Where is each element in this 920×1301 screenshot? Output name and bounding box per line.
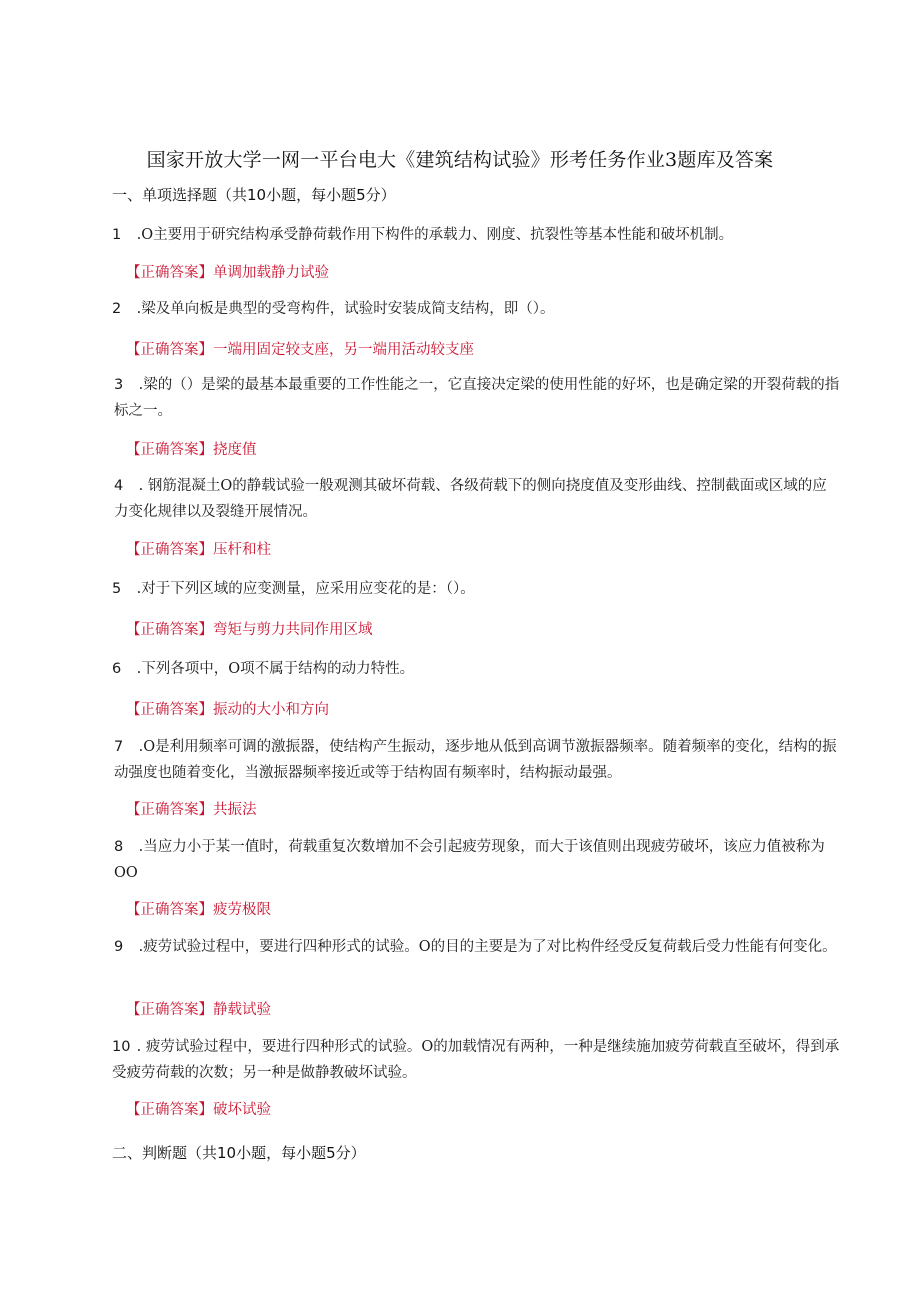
question-5 — [112, 576, 842, 602]
question-text: .疲劳试验过程中，要进行四种形式的试验。O的目的主要是为了对比构件经受反复荷载后受力性能有何变化。 — [138, 939, 837, 955]
question-text: .梁的（）是梁的最基本最重要的工作性能之一，它直接决定梁的使用性能的好坏，也是确定梁的开裂荷载的指标之一。 — [114, 377, 840, 419]
answer-1 — [126, 261, 329, 282]
answer-label: 【正确答案】 — [126, 802, 213, 818]
question-text: .当应力小于某一值时，荷载重复次数增加不会引起疲劳现象，而大于该值则出现疲劳破坏，该应力值被称为OO — [114, 839, 825, 881]
answer-text: 弯矩与剪力共同作用区域 — [213, 622, 373, 638]
question-7 — [114, 734, 842, 786]
question-text: . 钢筋混凝土O的静载试验一般观测其破坏荷载、各级荷载下的侧向挠度值及变形曲线、控制截面或区域的应力变化规律以及裂缝开展情况。 — [114, 478, 827, 520]
answer-text: 破坏试验 — [213, 1102, 271, 1118]
answer-4 — [126, 538, 271, 559]
answer-text: 单调加载静力试验 — [213, 265, 329, 281]
question-1 — [112, 222, 842, 248]
answer-label: 【正确答案】 — [126, 622, 213, 638]
answer-3 — [126, 438, 257, 459]
answer-text: 静载试验 — [213, 1002, 271, 1018]
answer-text: 共振法 — [213, 802, 257, 818]
answer-text: 一端用固定较支座，另一端用活动较支座 — [213, 342, 474, 358]
question-number: 8 — [114, 839, 124, 855]
answer-10 — [126, 1098, 271, 1119]
answer-7 — [126, 798, 257, 819]
question-text: .梁及单向板是典型的受弯构件，试验时安装成简支结构，即（）。 — [136, 301, 555, 317]
section-heading-single-choice: 一、单项选择题（共10小题，每小题5分） — [112, 186, 396, 204]
question-9 — [114, 934, 842, 960]
question-text: .O是利用频率可调的激振器，使结构产生振动，逐步地从低到高调节激振器频率。随着频率的变化，结构的振动强度也随着变化，当激振器频率接近或等于结构固有频率时，结构振动最强。 — [114, 739, 837, 781]
question-text: . 疲劳试验过程中，要进行四种形式的试验。O的加载情况有两种，一种是继续施加疲劳荷载直至破坏，得到承受疲劳荷载的次数；另一种是做静教破坏试验。 — [112, 1039, 840, 1081]
question-number: 6 — [112, 661, 122, 677]
question-4 — [114, 473, 830, 525]
question-number: 7 — [114, 739, 124, 755]
answer-label: 【正确答案】 — [126, 542, 213, 558]
answer-label: 【正确答案】 — [126, 265, 213, 281]
answer-label: 【正确答案】 — [126, 342, 213, 358]
answer-label: 【正确答案】 — [126, 1002, 213, 1018]
question-number: 4 — [114, 478, 124, 494]
answer-text: 挠度值 — [213, 442, 257, 458]
answer-9 — [126, 998, 271, 1019]
answer-text: 振动的大小和方向 — [213, 702, 329, 718]
question-number: 10 — [112, 1039, 131, 1055]
question-number: 5 — [112, 581, 122, 597]
answer-text: 压杆和柱 — [213, 542, 271, 558]
section-heading-true-false: 二、判断题（共10小题，每小题5分） — [112, 1144, 366, 1162]
question-6 — [112, 656, 842, 682]
question-text: .O主要用于研究结构承受静荷载作用下构件的承载力、刚度、抗裂性等基本性能和破坏机制。 — [136, 227, 734, 243]
answer-label: 【正确答案】 — [126, 1102, 213, 1118]
question-number: 1 — [112, 227, 122, 243]
question-number: 3 — [114, 377, 124, 393]
question-8 — [114, 834, 842, 886]
answer-label: 【正确答案】 — [126, 902, 213, 918]
question-text: .下列各项中，O项不属于结构的动力特性。 — [136, 661, 415, 677]
question-number: 9 — [114, 939, 124, 955]
question-3 — [114, 372, 842, 424]
question-text: .对于下列区域的应变测量，应采用应变花的是：（）。 — [136, 581, 475, 597]
answer-5 — [126, 618, 373, 639]
answer-2 — [126, 338, 474, 359]
document-title: 国家开放大学一网一平台电大《建筑结构试验》形考任务作业3题库及答案 — [146, 149, 774, 171]
question-2 — [112, 296, 842, 322]
question-10 — [112, 1034, 852, 1086]
answer-8 — [126, 898, 271, 919]
answer-6 — [126, 698, 329, 719]
answer-text: 疲劳极限 — [213, 902, 271, 918]
answer-label: 【正确答案】 — [126, 442, 213, 458]
answer-label: 【正确答案】 — [126, 702, 213, 718]
question-number: 2 — [112, 301, 122, 317]
